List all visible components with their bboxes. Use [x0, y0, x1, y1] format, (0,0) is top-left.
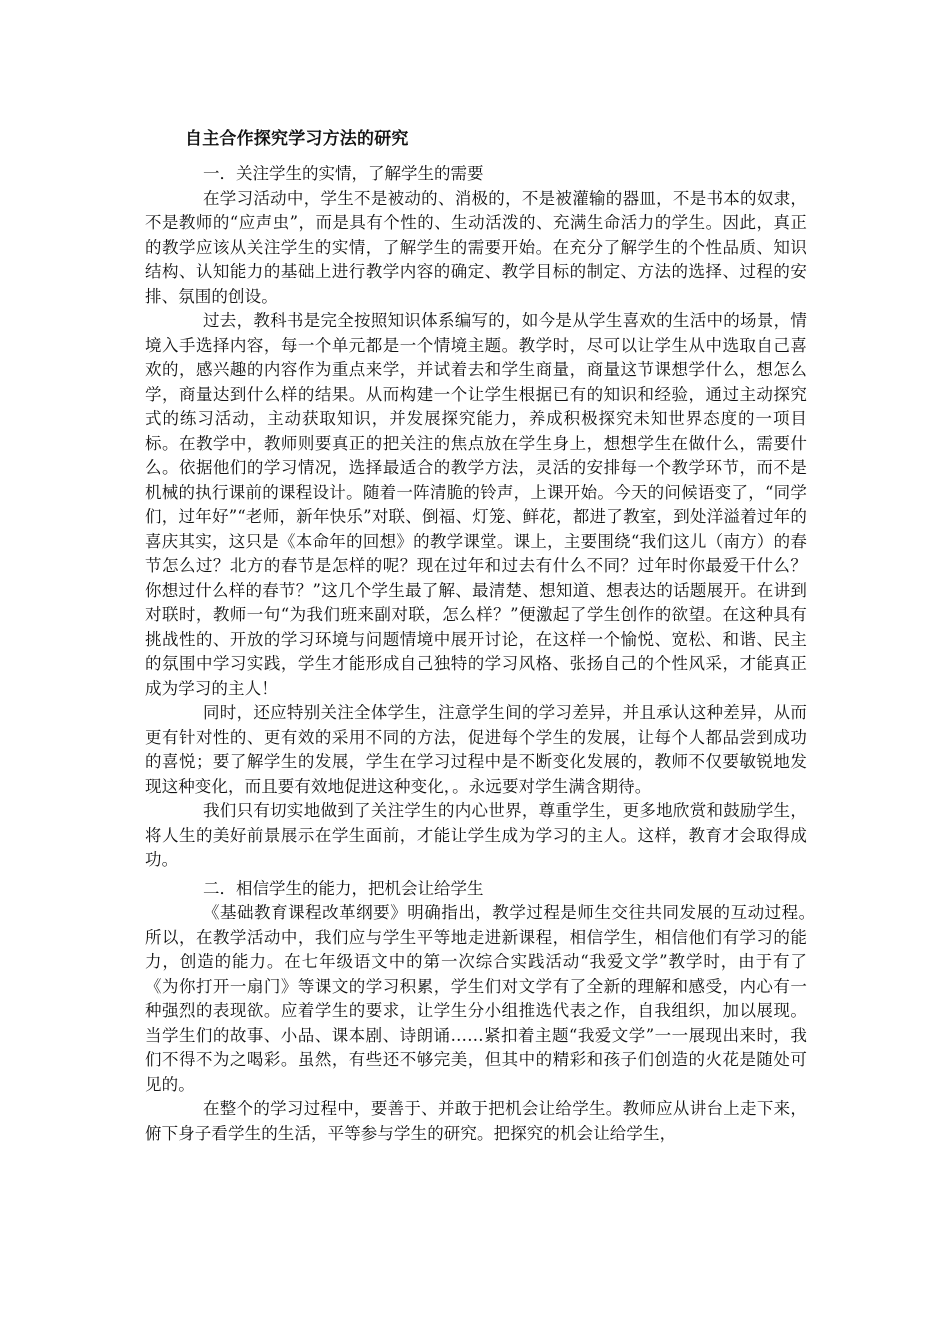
document-page — [145, 120, 857, 1146]
section-2-paragraph-1: 《基础教育课程改革纲要》明确指出，教学过程是师生交往共同发展的互动过程。 所以，在教学活动中，我们应与学生平等地走进新课程，相信学生，相信他们有学习的能力，创造的能力。在七年级语文中的第一次综合实践活动“我爱文学”教学时，由于有了《为你打开一扇门》等课文的学习积累，学生们对文学有了全新的理解和感受，内心有一种强烈的表现欲。应着学生的要求，让学生分小组推选代表之作，自我组织，加以展现。当学生们的故事、小品、课本剧、诗朗诵……紧扣着主题“我爱文学”一一展现出来时，我们不得不为之喝彩。虽然，有些还不够完美，但其中的精彩和孩子们创造的火花是随处可见的。 — [145, 903, 857, 1094]
document-title: 自主合作探究学习方法的研究 — [185, 129, 409, 149]
section-1-paragraph-1: 在学习活动中，学生不是被动的、消极的，不是被灌输的器皿，不是书本的奴隶，不是教师的“应声虫”，而是具有个性的、生动活泼的、充满生命活力的学生。因此，真正的教学应该从关注学生的实情，了解学生的需要开始。在充分了解学生的个性品质、知识结构、认知能力的基础上进行教学内容的确定、教学目标的制定、方法的选择、过程的安排、氛围的创设。 — [145, 188, 807, 306]
section-1-heading: 一．关注学生的实情，了解学生的需要 — [203, 164, 484, 183]
section-2 — [145, 877, 857, 1147]
section-1-paragraph-4: 我们只有切实地做到了关注学生的内心世界，尊重学生，更多地欣赏和鼓励学生，将人生的美好前景展示在学生面前，才能让学生成为学习的主人。这样，教育才会取得成功。 — [145, 801, 807, 869]
section-1-paragraph-3: 同时，还应特别关注全体学生，注意学生间的学习差异，并且承认这种差异，从而更有针对性的、更有效的采用不同的方法，促进每个学生的发展，让每个人都品尝到成功的喜悦；要了解学生的发展，学生在学习过程中是不断变化发展的，教师不仅要敏锐地发现这种变化，而且要有效地促进这种变化，。永远要对学生满含期待。 — [145, 703, 807, 796]
section-1 — [145, 162, 807, 873]
section-1-paragraph-2: 过去，教科书是完全按照知识体系编写的，如今是从学生喜欢的生活中的场景，情境入手选择内容，每一个单元都是一个情境主题。教学时，尽可以让学生从中选取自己喜欢的，感兴趣的内容作为重点来学，并试着去和学生商量，商量这节课想学什么，想怎么学，商量达到什么样的结果。从而构建一个让学生根据已有的知识和经验，通过主动探究式的练习活动，主动获取知识，并发展探究能力，养成积极探究未知世界态度的一项目标。在教学中，教师则要真正的把关注的焦点放在学生身上，想想学生在做什么，需要什么。依据他们的学习情况，选择最适合的教学方法，灵活的安排每一个教学环节，而不是机械的执行课前的课程设计。随着一阵清脆的铃声，上课开始。今天的问候语变了，“同学们，过年好”“老师，新年快乐”对联、倒福、灯笼、鲜花，都进了教室，到处洋溢着过年的喜庆其实，这只是《本命年的回想》的教学课堂。课上，主要围绕“我们这儿（南方）的春节怎么过？北方的春节是怎样的呢？现在过年和过去有什么不同？过年时你最爱干什么？你想过什么样的春节？”这几个学生最了解、最清楚、想知道、想表达的话题展开。在讲到对联时，教师一句“为我们班来副对联，怎么样？”便激起了学生创作的欲望。在这种具有挑战性的、开放的学习环境与问题情境中展开讨论，在这样一个愉悦、宽松、和谐、民主的氛围中学习实践，学生才能形成自己独特的学习风格、张扬自己的个性风采，才能真正成为学习的主人！ — [145, 311, 807, 698]
section-2-paragraph-2: 在整个的学习过程中，要善于、并敢于把机会让给学生。教师应从讲台上走下来，俯下身子看学生的生活，平等参与学生的研究。把探究的机会让给学生， — [145, 1099, 807, 1143]
section-2-heading: 二．相信学生的能力，把机会让给学生 — [203, 878, 484, 898]
